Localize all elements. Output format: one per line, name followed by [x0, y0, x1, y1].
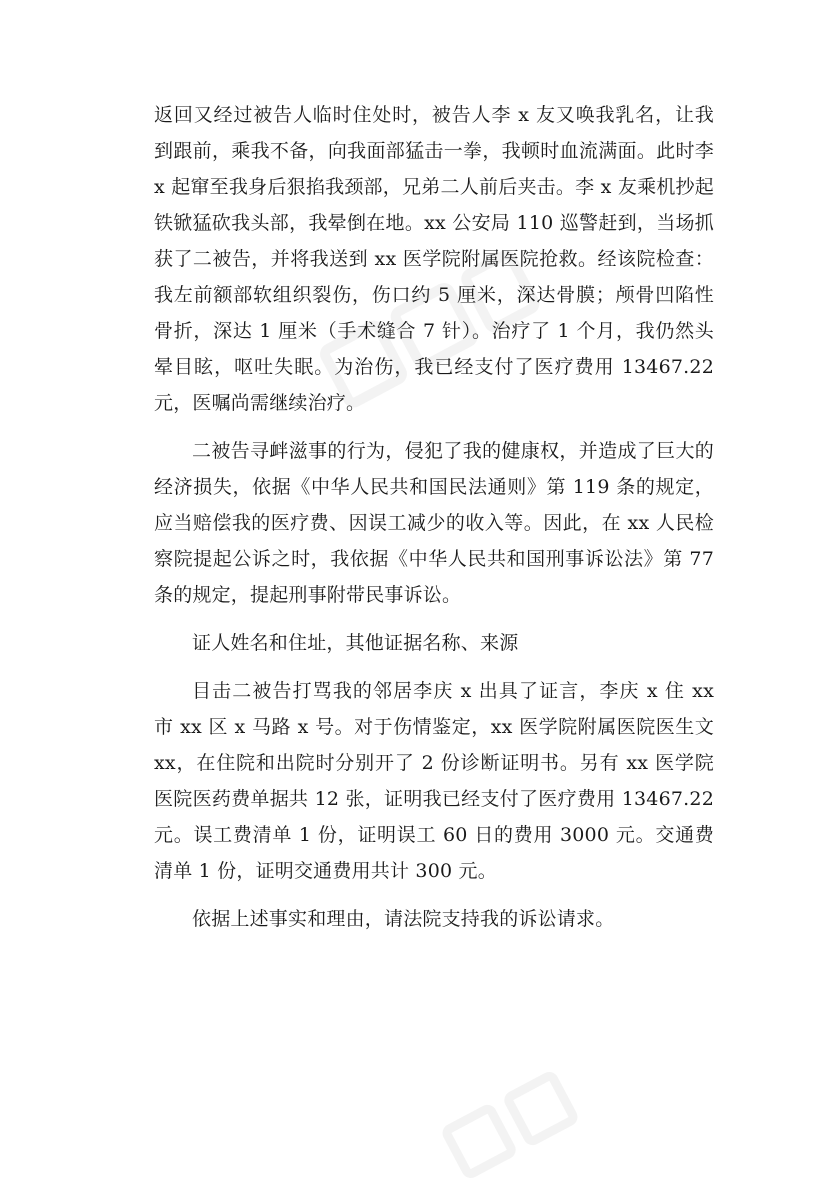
paragraph-evidence-list: 目击二被告打骂我的邻居李庆 x 出具了证言，李庆 x 住 xx 市 xx 区 x 马路 x 号。对于伤情鉴定，xx 医学院附属医院医生文 xx，在住院和出院时分别开了 2 份诊断证明书。另有 xx 医学院医院医药费单据共 12 张，证明我已经支付了医疗费用 13467.22 元。误工费清单 1 份，证明误工 60 日的费用 3000 元。交通费清单 1 份，证明交通费用共计 300 元。 [154, 680, 714, 882]
paragraph-incident-details: 返回又经过被告人临时住处时，被告人李 x 友又唤我乳名，让我到跟前，乘我不备，向我面部猛击一拳，我顿时血流满面。此时李 x 起窜至我身后狠掐我颈部，兄弟二人前后夹击。李 x 友乘机抄起铁锨猛砍我头部，我晕倒在地。xx 公安局 110 巡警赶到，当场抓获了二被告，并将我送到 xx 医学院附属医院抢救。经该院检查：我左前额部软组织裂伤，伤口约 5 厘米，深达骨膜；颅骨凹陷性骨折，深达 1 厘米（手术缝合 7 针）。治疗了 1 个月，我仍然头晕目眩，呕吐失眠。为治伤，我已经支付了医疗费用 13467.22 元，医嘱尚需继续治疗。 [154, 104, 714, 414]
paragraph-closing-request: 依据上述事实和理由，请法院支持我的诉讼请求。 [192, 908, 615, 930]
document-body [154, 97, 714, 949]
watermark-logo-icon [430, 1060, 630, 1180]
section-heading-witnesses-evidence: 证人姓名和住址，其他证据名称、来源 [192, 632, 519, 654]
paragraph-legal-basis: 二被告寻衅滋事的行为，侵犯了我的健康权，并造成了巨大的经济损失，依据《中华人民共和国民法通则》第 119 条的规定，应当赔偿我的医疗费、因误工减少的收入等。因此，在 xx 人民检察院提起公诉之时，我依据《中华人民共和国刑事诉讼法》第 77 条的规定，提起刑事附带民事诉讼。 [154, 440, 714, 606]
